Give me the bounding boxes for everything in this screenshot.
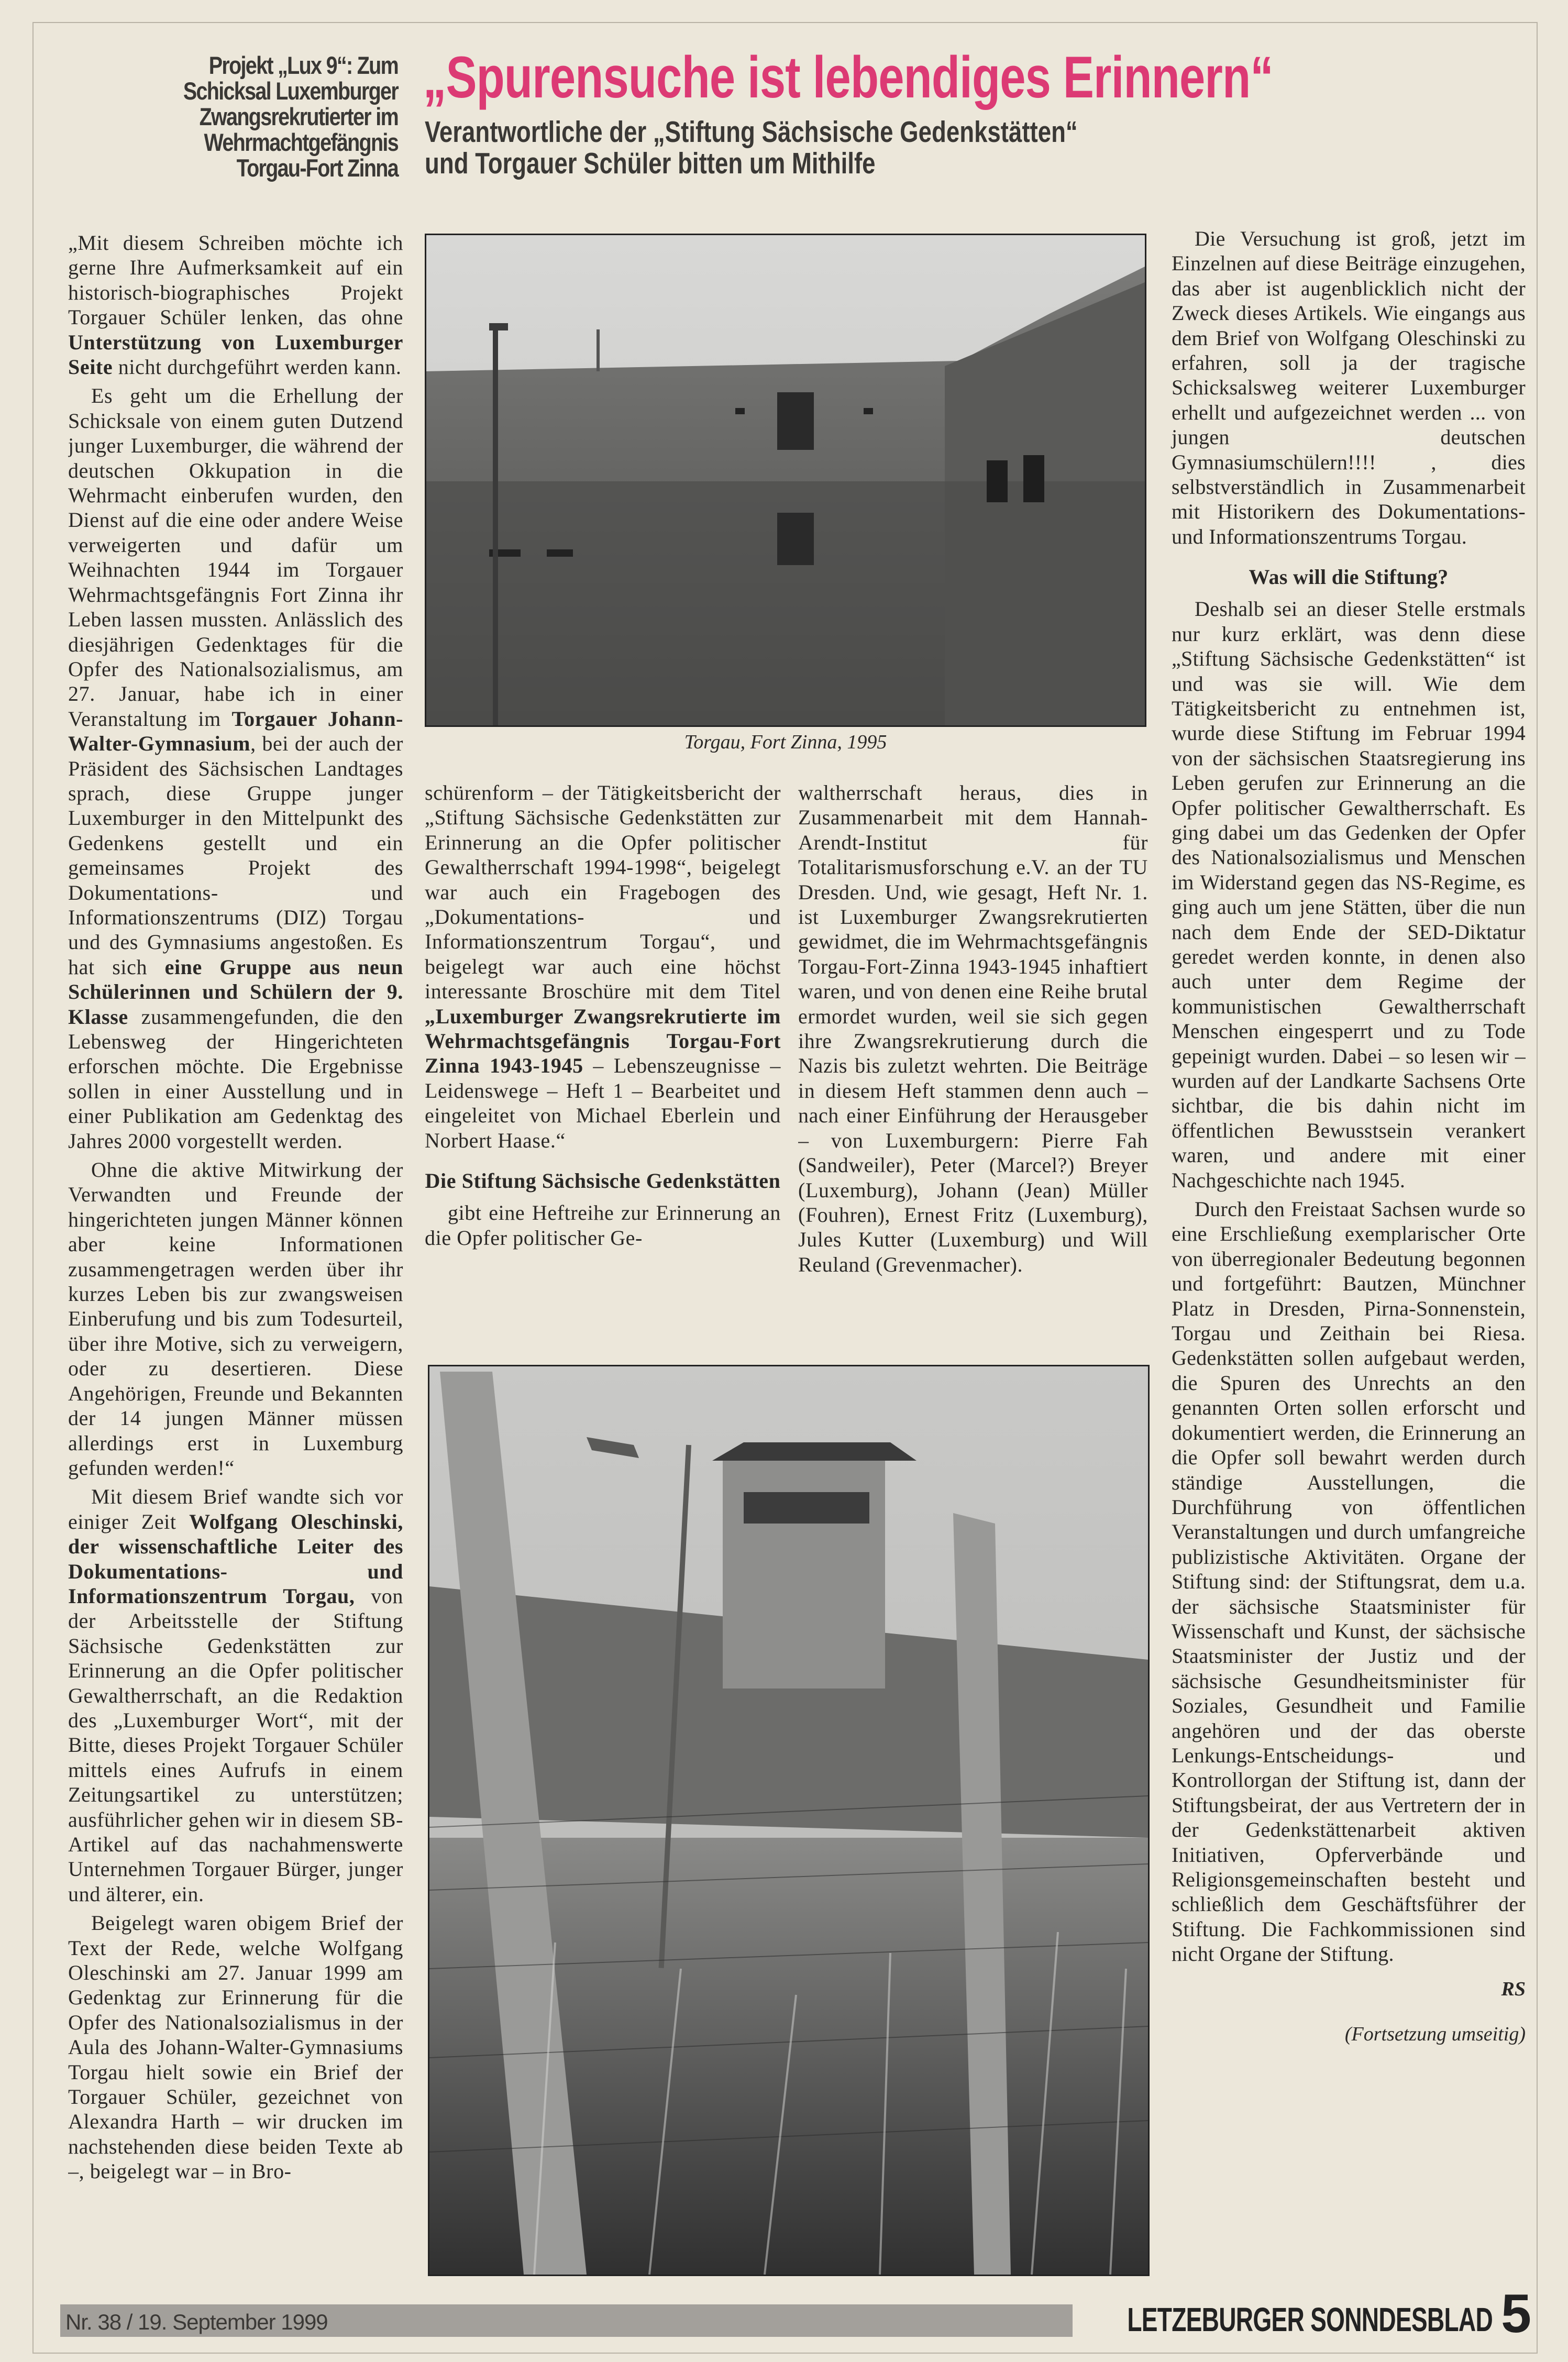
paragraph <box>68 1157 403 1480</box>
paragraph <box>68 230 403 379</box>
text: Die Versuchung ist groß, jetzt im Einzelnen auf diese Beiträge einzugehen, das aber ist augenblicklich nicht der Zweck dieses Artikels. Wie eingangs aus dem Brief von Wolfgang Oleschinski zu erfahren, soll ja der tragische Schicksalsweg weiterer Luxemburger erhellt und aufgezeichnet werden ... von jungen deutschen Gymnasiumschülern!!!! , dies selbstverständlich in Zusammenarbeit mit Historikern des Dokumentations- und Informationszentrums Torgau. <box>1172 227 1526 548</box>
headline: „Spurensuche ist lebendiges Erinnern“ <box>423 45 1273 110</box>
kicker-line: Wehrmachtgefängnis <box>204 128 398 156</box>
bold-text: Torgauer Johann-Walter-Gymnasium <box>68 707 403 756</box>
article-column-4 <box>1172 226 1526 1967</box>
text: – Lebenszeugnisse – Leidenswege – Heft 1 – Bearbeitet und eingeleitet von Michael Eberlein und Norbert Haase.“ <box>425 1054 781 1152</box>
bold-text: eine Gruppe aus neun Schülerinnen und Schülern der 9. Klasse <box>68 955 403 1029</box>
subheadline-line: Verantwortliche der „Stiftung Sächsische Gedenkstätten“ <box>425 115 1078 149</box>
paragraph <box>68 383 403 1153</box>
paragraph <box>1172 1197 1526 1967</box>
article-column-2 <box>425 780 781 1341</box>
continued-note: (Fortsetzung umseitig) <box>1344 2023 1526 2045</box>
newspaper-name <box>985 2283 1531 2344</box>
subheadline-line: und Torgauer Schüler bitten um Mithilfe <box>425 147 876 180</box>
text: gibt eine Heftreihe zur Erinnerung an die Opfer politischer Ge- <box>425 1201 781 1250</box>
photo-fence-watchtower <box>428 1365 1150 2276</box>
kicker-line: Zwangsrekrutierter im <box>199 103 398 130</box>
text: waltherrschaft heraus, dies in Zusammenarbeit mit dem Hannah-Arendt-Institut für Totalitarismusforschung e.V. an der TU Dresden. Und, wie gesagt, Heft Nr. 1. ist Luxemburger Zwangsrekrutierten gewidmet, die im Wehrmachtsgefängnis Torgau-Fort-Zinna 1943-1945 inhaftiert waren, und von denen eine Reihe brutal ermordet wurden, weil sie sich gegen ihre Zwangsrekrutierung durch die Nazis bis zuletzt wehrten. Die Beiträge in diesem Heft stammen denn auch – nach einer Einführung der Herausgeber – von Luxemburgern: Pierre Fah (Sandweiler), Peter (Marcel?) Breyer (Luxemburg), Johann (Jean) Müller (Fouhren), Ernest Fritz (Luxemburg), Jules Kutter (Luxemburg) und Will Reuland (Grevenmacher). <box>798 781 1148 1276</box>
text: „Mit diesem Schreiben möchte ich gerne Ihre Aufmerksamkeit auf ein historisch-biographisches Projekt Torgauer Schüler lenken, das ohne <box>68 231 403 329</box>
photo-fort-zinna-wall <box>425 234 1146 727</box>
text: Durch den Freistaat Sachsen wurde so eine Erschließung exemplarischer Orte von überregionaler Bedeutung begonnen und fortgeführt: Bautzen, Münchner Platz in Dresden, Pirna-Sonnenstein, Torgau und Zeithain bei Riesa. Gedenkstätten sollen aufgebaut werden, die Spuren des Unrechts an den genannten Orten sollen erforscht und dokumentiert werden, die Erinnerung an die Opfer soll bewahrt werden durch ständige Ausstellungen, die Durchführung von öffentlichen Veranstaltungen und durch umfangreiche publizistische Aktivitäten. Organe der Stiftung sind: der Stiftungsrat, dem u.a. der sächsische Staatsminister für Wissenschaft und Kunst, der sächsische Staatsminister der Justiz und der sächsische Gesundheitsminister für Soziales, Gesundheit und Familie angehören und der das oberste Lenkungs-Entscheidungs- und Kontrollorgan der Stiftung ist, dann der Stiftungsbeirat, der aus Vertretern der in der Gedenkstättenarbeit aktiven Initiativen, Opferverbände und Religionsgemeinschaften besteht und schließlich dem Geschäftsführer der Stiftung. Die Fachkommissionen sind nicht Organe der Stiftung. <box>1172 1197 1526 1966</box>
bold-text: „Luxemburger Zwangsrekrutierte im Wehrmachtsgefängnis Torgau-Fort Zinna 1943-1945 <box>425 1004 781 1078</box>
text: Es geht um die Erhellung der Schicksale von einem guten Dutzend junger Luxemburger, die während der deutschen Okkupation in die Wehrmacht einberufen wurden, den Dienst auf die eine oder andere Weise verweigerten und dafür um Weihnachten 1944 im Torgauer Wehrmachtsgefängnis Fort Zinna ihr Leben lassen mussten. Anlässlich des diesjährigen Gedenktages für die Opfer des Nationalsozialismus, am 27. Januar, habe ich in einer Veranstaltung im <box>68 384 403 731</box>
text: von der Arbeitsstelle der Stiftung Sächsische Gedenkstätten zur Erinnerung an die Opfer politischer Gewaltherrschaft, an die Redaktion des „Luxemburger Wort“, mit der Bitte, dieses Projekt Torgauer Schüler mittels eines Aufrufs in einem Zeitungsartikel zu unterstützen; ausführlicher gehen wir in diesem SB-Artikel auf das nachahmenswerte Unternehmen Torgauer Bürger, junger und älterer, ein. <box>68 1584 403 1906</box>
text: nicht durchgeführt werden kann. <box>113 355 402 379</box>
text: Beigelegt waren obigem Brief der Text der Rede, welche Wolfgang Oleschinski am 27. Januar 1999 am Gedenktag zur Erinnerung für die Opfer des Nationalsozialismus in der Aula des Johann-Walter-Gymnasiums Torgau hielt sowie ein Brief der Torgauer Schüler, gezeichnet von Alexandra Harth – wir drucken im nachstehenden diese beiden Texte ab –, beigelegt war – in Bro- <box>68 1911 403 2183</box>
bold-text: Wolfgang Oleschinski, der wissenschaftliche Leiter des Dokumentations- und Informationszentrum Torgau, <box>68 1509 403 1608</box>
kicker <box>79 52 398 181</box>
text: zusammengefunden, die den Lebensweg der Hingerichteten erforschen möchte. Die Ergebnisse sollen in einer Ausstellung und in einer Publikation am Gedenktag des Jahres 2000 vorgestellt werden. <box>68 1005 403 1153</box>
text: Mit diesem Brief wandte sich vor einiger Zeit <box>68 1485 403 1533</box>
kicker-line: Schicksal Luxemburger <box>183 77 398 105</box>
kicker-line: Projekt „Lux 9“: Zum <box>208 51 398 79</box>
article-column-1 <box>68 230 403 2273</box>
paragraph <box>1172 226 1526 549</box>
article-column-3 <box>798 780 1148 1341</box>
paragraph <box>425 1200 781 1250</box>
kicker-line: Torgau-Fort Zinna <box>236 154 398 182</box>
issue-date: Nr. 38 / 19. September 1999 <box>65 2310 328 2334</box>
text: Ohne die aktive Mitwirkung der Verwandten und Freunde der hingerichteten jungen Männer können aber keine Informationen zusammengetragen werden über ihr kurzes Leben bis zur zwangsweisen Einberufung und bis zum Todesurteil, über ihre Motive, sich zu verweigern, oder zu desertieren. Diese Angehörigen, Freunde und Bekannten der 14 jungen Männer müssen allerdings erst in Luxemburg gefunden werden!“ <box>68 1158 403 1480</box>
author-signature: RS <box>1501 1978 1526 2000</box>
paragraph <box>68 1911 403 2183</box>
paragraph <box>1172 597 1526 1193</box>
page-number: 5 <box>1501 2283 1531 2344</box>
text: schürenform – der Tätigkeitsbericht der „Stiftung Sächsische Gedenkstätten zur Erinnerung an die Opfer politischer Gewaltherrschaft 1994-1998“, beigelegt war auch ein Fragebogen des „Dokumentations- und Informationszentrum Torgau“, und beigelegt war auch eine höchst interessante Broschüre mit dem Titel <box>425 781 781 1003</box>
text: Deshalb sei an dieser Stelle erstmals nur kurz erklärt, was denn diese „Stiftung Sächsische Gedenkstätten“ ist und was sie will. Wie dem Tätigkeitsbericht zu entnehmen ist, wurde diese Stiftung im Februar 1994 von der sächsischen Staatsregierung ins Leben gerufen zur Erinnerung an die Opfer politischer Gewaltherrschaft. Es ging dabei um das Gedenken der Opfer des Nationalsozialismus und Menschen im Widerstand gegen das NS-Regime, es ging auch um jene Stätten, über die nun nach dem Ende der SED-Diktatur geredet werden konnte, in denen also auch unter dem Regime der kommunistischen Gewaltherrschaft Menschen eingesperrt und zu Tode gepeinigt wurden. Dabei – so lesen wir – wurden auf der Landkarte Sachsens Orte sichtbar, die bis dahin nicht im öffentlichen Bewusstsein verankert waren, und andere mit einer Nachgeschichte nach 1945. <box>1172 597 1526 1192</box>
paragraph <box>798 780 1148 1277</box>
section-heading: Die Stiftung Sächsische Gedenkstätten <box>425 1169 781 1193</box>
subheadline <box>425 116 1078 179</box>
section-heading: Was will die Stiftung? <box>1249 565 1449 589</box>
photo-caption: Torgau, Fort Zinna, 1995 <box>684 731 887 753</box>
paragraph <box>425 780 781 1153</box>
footer-issue-bar <box>60 2304 1073 2337</box>
text: , bei der auch der Präsident des Sächsischen Landtages sprach, diese Gruppe junger Luxemburger in den Mittelpunkt des Gedenkens gestellt und ein gemeinsames Projekt des Dokumentations- und Informationszentrums (DIZ) Torgau und des Gymnasiums angestoßen. Es hat sich <box>68 732 403 979</box>
paper-title: LETZEBURGER SONNDESBLAD <box>1127 2301 1493 2338</box>
paragraph <box>68 1484 403 1906</box>
bold-text: Unterstützung von Luxemburger Seite <box>68 330 403 379</box>
article-column-4-wrapper <box>1172 226 1526 2046</box>
